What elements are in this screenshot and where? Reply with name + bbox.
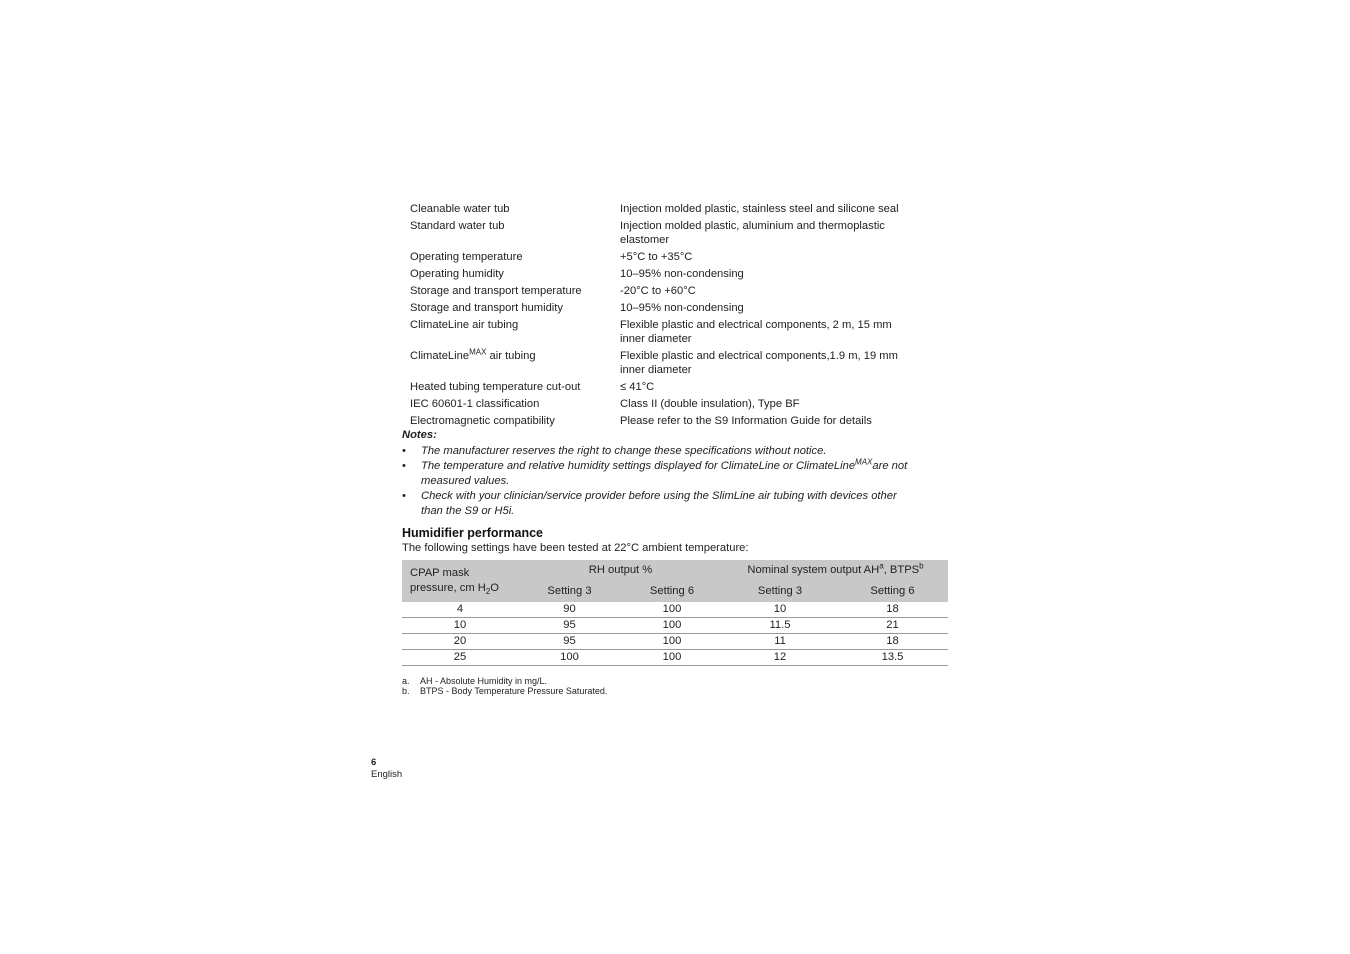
table-footnotes — [402, 676, 607, 696]
spec-row — [402, 201, 950, 218]
humidifier-performance-table — [402, 560, 948, 666]
spec-label-text: air tubing — [486, 350, 536, 362]
table-cell: 10 — [723, 602, 837, 618]
spec-value — [612, 317, 950, 348]
header-text: CPAP mask — [410, 567, 470, 579]
spec-value: 10–95% non-condensing — [620, 268, 744, 280]
spec-label: Operating humidity — [410, 268, 504, 280]
spec-label: IEC 60601-1 classification — [410, 398, 540, 410]
table-cell: 100 — [621, 602, 723, 618]
page-number: 6 — [371, 757, 377, 768]
spec-value: Injection molded plastic, stainless steel and silicone seal — [620, 203, 899, 215]
header-text: , BTPS — [883, 564, 920, 576]
spec-label: Operating temperature — [410, 251, 523, 263]
table-cell: 90 — [518, 602, 621, 618]
spec-label: Electromagnetic compatibility — [410, 415, 555, 427]
table-cell: 18 — [837, 602, 948, 618]
spec-value-line2: inner diameter — [620, 364, 692, 376]
superscript: MAX — [469, 347, 487, 357]
table-row — [402, 634, 948, 650]
superscript: a — [879, 561, 884, 571]
footnote — [402, 676, 607, 686]
spec-value: +5°C to +35°C — [620, 251, 693, 263]
table-cell: 21 — [837, 618, 948, 634]
bullet-icon: • — [402, 460, 406, 472]
spec-row — [402, 379, 950, 396]
spec-value — [612, 348, 950, 379]
page-language: English — [371, 769, 403, 780]
table-cell: 25 — [402, 650, 518, 666]
spec-label: Heated tubing temperature cut-out — [410, 381, 581, 393]
spec-value: -20°C to +60°C — [620, 285, 696, 297]
spec-label — [402, 348, 612, 379]
spec-value-line2: elastomer — [620, 234, 670, 246]
column-header-setting: Setting 6 — [621, 580, 723, 602]
spec-row — [402, 413, 950, 430]
note-item — [402, 459, 950, 489]
section-heading: Humidifier performance — [402, 526, 544, 540]
footnote-text: AH - Absolute Humidity in mg/L. — [420, 676, 548, 686]
note-text: The manufacturer reserves the right to change these specifications without notice. — [421, 445, 827, 457]
section-intro: The following settings have been tested at 22°C ambient temperature: — [402, 542, 749, 554]
spec-row — [402, 396, 950, 413]
column-header-setting: Setting 6 — [837, 580, 948, 602]
table-cell: 100 — [518, 650, 621, 666]
spec-value-line1: Flexible plastic and electrical components, 2 m, 15 mm — [620, 319, 892, 331]
spec-label: Storage and transport humidity — [410, 302, 563, 314]
table-cell: 95 — [518, 634, 621, 650]
spec-label: Standard water tub — [410, 220, 505, 232]
bullet-icon: • — [402, 445, 406, 457]
table-cell: 95 — [518, 618, 621, 634]
spec-row — [402, 317, 950, 348]
superscript: MAX — [855, 457, 873, 467]
note-text: Check with your clinician/service provider before using the SlimLine air tubing with devices other — [421, 490, 897, 502]
footnote-label: a. — [402, 676, 410, 686]
footnote — [402, 686, 607, 696]
column-group-nominal-output — [723, 560, 948, 580]
spec-label-text: ClimateLine — [410, 350, 470, 362]
spec-value: Class II (double insulation), Type BF — [620, 398, 800, 410]
note-text: The temperature and relative humidity settings displayed for ClimateLine or ClimateLine — [421, 460, 856, 472]
spec-row — [402, 249, 950, 266]
spec-label: Storage and transport temperature — [410, 285, 582, 297]
spec-value: Please refer to the S9 Information Guide for details — [620, 415, 872, 427]
table-row — [402, 602, 948, 618]
spec-value-line2: inner diameter — [620, 333, 692, 345]
table-row — [402, 650, 948, 666]
table-cell: 20 — [402, 634, 518, 650]
column-header-setting: Setting 3 — [518, 580, 621, 602]
notes-list — [402, 444, 950, 519]
column-group-rh-output: RH output % — [518, 560, 723, 580]
superscript: b — [919, 561, 924, 571]
table-cell: 18 — [837, 634, 948, 650]
specifications-table — [402, 201, 950, 430]
column-header-cpap — [402, 560, 518, 602]
note-text: than the S9 or H5i. — [421, 505, 515, 517]
table-cell: 100 — [621, 650, 723, 666]
spec-row — [402, 348, 950, 379]
spec-row — [402, 283, 950, 300]
table-cell: 13.5 — [837, 650, 948, 666]
spec-row — [402, 218, 950, 249]
spec-value — [612, 218, 950, 249]
spec-value-line1: Flexible plastic and electrical components,1.9 m, 19 mm — [620, 350, 898, 362]
note-item — [402, 489, 950, 519]
spec-label: Cleanable water tub — [410, 203, 510, 215]
subscript: 2 — [485, 587, 491, 597]
footnote-text: BTPS - Body Temperature Pressure Saturated. — [420, 686, 608, 696]
spec-label: ClimateLine air tubing — [410, 319, 519, 331]
table-cell: 100 — [621, 634, 723, 650]
spec-row — [402, 300, 950, 317]
spec-value-line1: Injection molded plastic, aluminium and thermoplastic — [620, 220, 885, 232]
header-text: pressure, cm H — [410, 582, 486, 594]
bullet-icon: • — [402, 490, 406, 502]
table-cell: 11.5 — [723, 618, 837, 634]
table-cell: 11 — [723, 634, 837, 650]
header-text: O — [490, 582, 499, 594]
spec-value: 10–95% non-condensing — [620, 302, 744, 314]
note-text: measured values. — [421, 475, 510, 487]
table-cell: 100 — [621, 618, 723, 634]
table-cell: 12 — [723, 650, 837, 666]
table-row — [402, 618, 948, 634]
footnote-label: b. — [402, 686, 410, 696]
header-text: Nominal system output AH — [747, 564, 880, 576]
column-header-setting: Setting 3 — [723, 580, 837, 602]
table-cell: 4 — [402, 602, 518, 618]
spec-row — [402, 266, 950, 283]
spec-value: ≤ 41°C — [620, 381, 655, 393]
notes-title: Notes: — [402, 429, 437, 441]
note-text: are not — [872, 460, 908, 472]
table-cell: 10 — [402, 618, 518, 634]
